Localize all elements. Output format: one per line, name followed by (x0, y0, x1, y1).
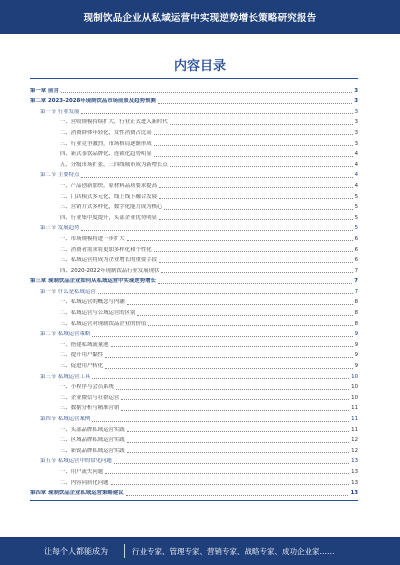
toc-entry-text: 一、头部品牌私域运营实践 (60, 426, 125, 433)
toc-leader-dots (159, 262, 353, 263)
toc-entry[interactable] (30, 338, 358, 349)
toc-page-number: 7 (354, 278, 358, 285)
toc-page-number: 3 (354, 108, 358, 115)
toc-entry-text: 第三章 现制饮品企业如何从私域运营中实现逆势增长 (30, 278, 156, 285)
toc-entry-text: 第三节 发展趋势 (40, 225, 80, 232)
toc-entry-text: 四、新式茶饮品牌化、连锁化趋势明显 (60, 151, 152, 158)
toc-page-number: 12 (351, 447, 358, 454)
toc-entry-text: 三、私域运营将成为企业增长的重要手段 (60, 257, 158, 264)
toc-page-number: 13 (351, 479, 358, 486)
toc-entry-text: 一、私域运营的概念与内涵 (60, 299, 125, 306)
toc-bottom-rule (30, 500, 358, 501)
toc-leader-dots (121, 410, 349, 411)
toc-page-number: 4 (354, 182, 358, 189)
toc-entry-text: 三、新锐品牌私域运营实践 (60, 447, 125, 454)
toc-page-number: 5 (354, 214, 358, 221)
toc-entry-text: 一、营收规模持续扩大，行业正式进入新时代 (60, 119, 168, 126)
toc-page-number: 9 (354, 363, 358, 370)
toc-leader-dots (81, 230, 352, 231)
toc-entry-text: 二、区域品牌私域运营实践 (60, 437, 125, 444)
toc-page-number: 9 (354, 331, 358, 338)
toc-entry[interactable] (30, 370, 358, 381)
toc-page-number: 11 (351, 405, 358, 412)
toc-page-number: 12 (351, 437, 358, 444)
toc-leader-dots (159, 187, 353, 188)
toc-entry[interactable] (30, 285, 358, 296)
toc-heading: 内容目录 (173, 59, 226, 74)
toc-entry-text: 三、数据分析与精准营销 (60, 405, 120, 412)
toc-entry[interactable] (30, 465, 358, 476)
toc-leader-dots (127, 452, 349, 453)
toc-page-number: 4 (354, 161, 358, 168)
toc-entry-text: 第二节 私域运营策略 (40, 331, 91, 338)
toc-entry-text: 第二节 主要特点 (40, 172, 80, 179)
toc-entry[interactable] (30, 232, 358, 243)
toc-page-number: 13 (350, 490, 358, 497)
toc-entry[interactable] (30, 116, 358, 127)
toc-page-number: 3 (354, 119, 358, 126)
toc-entry[interactable] (30, 211, 358, 222)
toc-entry-text: 第一节 行业发展 (40, 108, 80, 115)
toc-leader-dots (127, 304, 353, 305)
toc-page-number: 10 (351, 394, 358, 401)
toc-leader-dots (127, 442, 349, 443)
toc-page-number: 6 (354, 246, 358, 253)
toc-entry-text: 四、2020-2022年现制饮品行业发展现状 (60, 267, 160, 274)
toc-top-rule (30, 78, 358, 79)
toc-entry-text: 一、搭建私域流量池 (60, 341, 109, 348)
toc-entry-text: 第三节 私域运营工具 (40, 373, 91, 380)
toc-leader-dots (159, 198, 353, 199)
toc-leader-dots (170, 124, 353, 125)
footer-divider (124, 544, 125, 558)
toc-leader-dots (137, 315, 352, 316)
toc-page-number: 6 (354, 257, 358, 264)
toc-entry[interactable] (30, 179, 358, 190)
toc-leader-dots (61, 92, 352, 93)
toc-page-number: 9 (354, 352, 358, 359)
toc-leader-dots (158, 283, 352, 284)
toc-entry-text: 三、行业竞争激烈，市场格局逐渐形成 (60, 140, 152, 147)
toc-page-number: 4 (354, 151, 358, 158)
toc-page-number: 3 (354, 140, 358, 147)
toc-leader-dots (159, 219, 353, 220)
toc-entry-text: 二、消费群体年轻化，女性消费占比高 (60, 129, 152, 136)
toc-entry[interactable] (30, 402, 358, 413)
toc-entry[interactable] (30, 254, 358, 265)
toc-entry-text: 第四节 私域运营案例 (40, 416, 91, 422)
toc-leader-dots (105, 357, 352, 358)
toc-leader-dots (126, 495, 349, 496)
toc-page-number: 4 (354, 172, 358, 179)
toc-entry[interactable] (30, 105, 358, 116)
toc-entry[interactable] (30, 359, 358, 370)
toc-page-number: 9 (354, 341, 358, 348)
toc-leader-dots (81, 113, 352, 114)
toc-entry[interactable] (30, 306, 358, 317)
toc-entry-text: 第五节 私域运营中的常见问题 (40, 458, 112, 465)
toc-entry[interactable] (30, 381, 358, 392)
toc-entry-text: 三、营销方式多样化，数字化能力成为核心 (60, 204, 163, 211)
toc-entry[interactable] (30, 275, 358, 286)
toc-page-number: 6 (354, 235, 358, 242)
toc-leader-dots (114, 463, 349, 464)
toc-entry-text: 二、内容同质化问题 (60, 479, 109, 486)
toc-entry[interactable] (30, 487, 358, 498)
footer-tagline: 行业专家、管理专家、营销专家、战略专家、成功企业家…… (132, 547, 335, 556)
toc-entry[interactable] (30, 434, 358, 445)
toc-entry[interactable] (30, 84, 358, 95)
toc-entry[interactable] (30, 264, 358, 275)
toc-leader-dots (121, 399, 349, 400)
toc-entry[interactable] (30, 169, 358, 180)
table-of-contents (30, 84, 358, 497)
toc-page-number: 11 (351, 416, 358, 422)
toc-leader-dots (105, 473, 349, 474)
toc-page-number: 8 (354, 310, 358, 317)
toc-leader-dots (92, 421, 349, 422)
toc-page-number: 11 (351, 426, 358, 433)
toc-entry-text: 二、私域运营与公域运营的区别 (60, 310, 136, 317)
toc-page-number: 3 (354, 98, 358, 105)
toc-page-number: 13 (351, 458, 358, 465)
toc-page-number: 10 (351, 373, 358, 380)
toc-leader-dots (148, 325, 352, 326)
toc-page-number: 5 (354, 204, 358, 211)
toc-leader-dots (116, 389, 349, 390)
toc-page-number: 10 (351, 384, 358, 391)
toc-entry-text: 第一节 什么是私域运营 (40, 288, 96, 295)
toc-entry-text: 一、用户流失问题 (60, 468, 104, 475)
toc-leader-dots (154, 156, 353, 157)
toc-entry-text: 三、促进用户转化 (60, 363, 104, 370)
toc-leader-dots (158, 103, 352, 104)
toc-entry[interactable] (30, 222, 358, 233)
toc-page-number: 13 (351, 468, 358, 475)
toc-entry[interactable] (30, 412, 358, 423)
toc-entry-text: 五、分级市场扩张，三四线城市成为新增长点 (60, 161, 168, 168)
page-footer-bar (0, 537, 400, 565)
footer-slogan: 让每个人都能成为 (44, 547, 108, 556)
toc-entry[interactable] (30, 423, 358, 434)
toc-leader-dots (92, 336, 352, 337)
toc-page-number: 5 (354, 193, 358, 200)
toc-page-number: 3 (354, 129, 358, 136)
toc-entry-text: 第四章 现制饮品企业私域运营策略建议 (30, 490, 124, 497)
toc-entry[interactable] (30, 455, 358, 466)
toc-leader-dots (92, 378, 349, 379)
toc-entry-text: 三、私域运营对现制饮品企业的价值 (60, 320, 147, 327)
toc-entry-text: 二、门店模式多元化，线上线下融合发展 (60, 193, 158, 200)
toc-page-number: 7 (354, 288, 358, 295)
toc-entry-text: 一、市场规模将进一步扩大 (60, 235, 125, 242)
toc-entry[interactable] (30, 296, 358, 307)
toc-leader-dots (154, 134, 353, 135)
toc-entry-text: 一、小程序与会员系统 (60, 384, 114, 391)
toc-page-number: 5 (354, 225, 358, 232)
toc-page-number: 8 (354, 299, 358, 306)
toc-entry[interactable] (30, 148, 358, 159)
toc-entry[interactable] (30, 95, 358, 106)
toc-entry-text: 二、企业微信与社群运营 (60, 394, 120, 401)
toc-leader-dots (164, 209, 352, 210)
toc-entry[interactable] (30, 201, 358, 212)
toc-entry[interactable] (30, 391, 358, 402)
toc-entry[interactable] (30, 476, 358, 487)
toc-entry-text: 第一章 前言 (30, 87, 59, 94)
toc-page-number: 8 (354, 320, 358, 327)
toc-entry-text: 一、产品创新加快，原材料品质要求提高 (60, 182, 158, 189)
toc-leader-dots (105, 368, 352, 369)
toc-leader-dots (127, 240, 353, 241)
report-title: 现制饮品企业从私域运营中实现逆势增长策略研究报告 (83, 13, 317, 24)
toc-entry[interactable] (30, 158, 358, 169)
toc-leader-dots (98, 293, 353, 294)
toc-entry-text: 二、消费者需求将更加多样化和个性化 (60, 246, 152, 253)
toc-page-number: 7 (354, 267, 358, 274)
toc-entry[interactable] (30, 349, 358, 360)
toc-entry-text: 二、提升用户黏性 (60, 352, 104, 359)
toc-leader-dots (111, 484, 350, 485)
toc-entry[interactable] (30, 444, 358, 455)
toc-leader-dots (127, 431, 349, 432)
toc-leader-dots (111, 346, 353, 347)
toc-entry[interactable] (30, 126, 358, 137)
toc-leader-dots (154, 145, 353, 146)
toc-entry[interactable] (30, 328, 358, 339)
toc-entry[interactable] (30, 317, 358, 328)
toc-entry[interactable] (30, 137, 358, 148)
toc-leader-dots (161, 272, 352, 273)
toc-leader-dots (170, 166, 353, 167)
toc-leader-dots (154, 251, 353, 252)
page-header-bar (0, 0, 400, 34)
toc-entry[interactable] (30, 243, 358, 254)
toc-leader-dots (81, 177, 352, 178)
toc-entry-text: 四、行业集中度提升，头部企业优势明显 (60, 214, 158, 221)
toc-page-number: 3 (354, 87, 358, 94)
toc-entry-text: 第二章 2023-2028年现制饮品市场前景及趋势预测 (30, 98, 156, 105)
toc-entry[interactable] (30, 190, 358, 201)
